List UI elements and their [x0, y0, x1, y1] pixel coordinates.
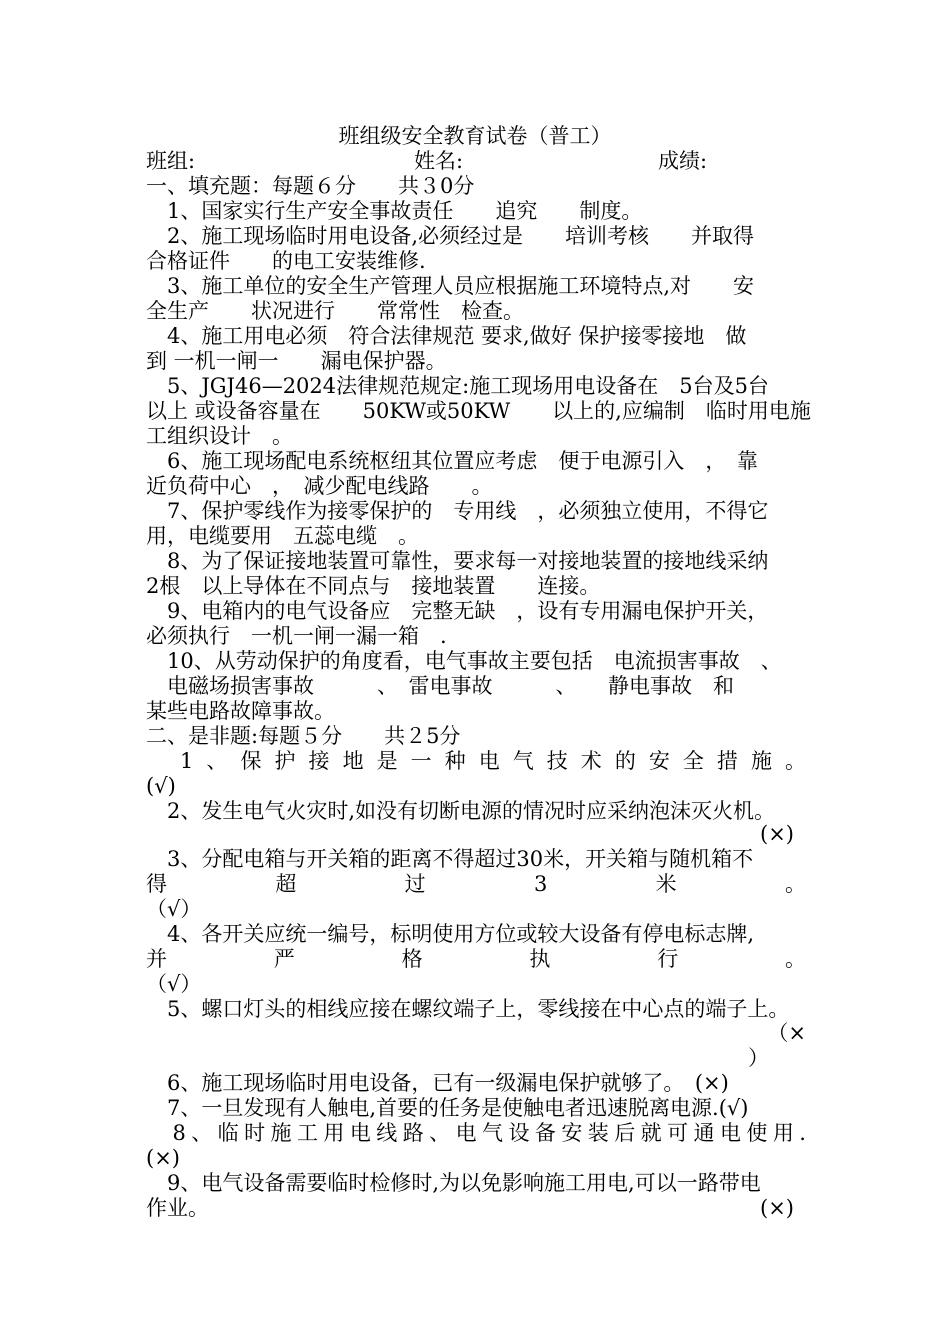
- q2-3a: 3、分配电箱与开关箱的距离不得超过30米，开关箱与随机箱不: [146, 847, 754, 871]
- q1-10c: 某些电路故障事故。: [146, 699, 335, 723]
- q2-5: 5、螺口灯头的相线应接在螺纹端子上，零线接在中心点的端子上。: [146, 997, 790, 1021]
- q2-7: 7、一旦发现有人触电,首要的任务是使触电者迅速脱离电源.(√): [146, 1096, 749, 1120]
- q2-4-answer: （√）: [146, 972, 202, 996]
- q1-6b: 近负荷中心 ， 减少配电线路 。: [146, 474, 493, 498]
- header-row: [146, 149, 806, 174]
- q2-6: 6、施工现场临时用电设备，已有一级漏电保护就够了。 (×): [146, 1071, 729, 1095]
- q1-7b: 用，电缆要用 五蕊电缆 。: [146, 524, 419, 548]
- q2-1: 1、保护接地是一种电气技术的安全措施。: [146, 749, 806, 773]
- q1-10b: 电磁场损害事故 、 雷电事故 、 静电事故 和: [146, 674, 734, 698]
- q2-2-answer: (×): [760, 822, 794, 846]
- q1-5c: 工组织设计 。: [146, 424, 293, 448]
- q1-5b: 以上 或设备容量在 50KW或50KW 以上的,应编制 临时用电施: [146, 399, 811, 423]
- q2-2: 2、发生电气火灾时,如没有切断电源的情况时应采纳泡沫灭火机。: [146, 799, 776, 823]
- q1-3a: 3、施工单位的安全生产管理人员应根据施工环境特点,对 安: [146, 274, 755, 298]
- q2-3-answer: （√）: [146, 897, 202, 921]
- q1-10a: 10、从劳动保护的角度看，电气事故主要包括 电流损害事故 、: [146, 649, 782, 673]
- q1-4b: 到 一机一闸一 漏电保护器。: [146, 349, 447, 373]
- q2-4a: 4、各开关应统一编号，标明使用方位或较大设备有停电标志牌,: [146, 922, 755, 946]
- q2-9a: 9、电气设备需要临时检修时,为以免影响施工用电,可以一路带电: [146, 1171, 761, 1195]
- q1-2a: 2、施工现场临时用电设备,必须经过是 培训考核 并取得: [146, 224, 755, 248]
- score-label: 成绩:: [658, 149, 708, 173]
- q2-9-answer: (×): [760, 1196, 794, 1220]
- q1-4a: 4、施工用电必须 符合法律规范 要求,做好 保护接零接地 做: [146, 324, 747, 348]
- q1-3b: 全生产 状况进行 常常性 检查。: [146, 299, 524, 323]
- q2-4b: 并 严 格 执 行 。: [146, 947, 806, 971]
- q2-1-answer: (√): [146, 774, 176, 798]
- q1-9b: 必须执行 一机一闸一漏一箱 .: [146, 624, 447, 648]
- page-title: 班组级安全教育试卷（普工）: [338, 124, 612, 148]
- name-label: 姓名:: [414, 149, 464, 173]
- class-label: 班组:: [146, 149, 196, 173]
- q2-8-answer: (×): [146, 1146, 180, 1170]
- q1-1: 1、国家实行生产安全事故责任 追究 制度。: [146, 199, 643, 223]
- q2-5-answer-close: ）: [748, 1046, 769, 1070]
- q1-8b: 2根 以上导体在不同点与 接地装置 连接。: [146, 574, 601, 598]
- q2-3b: 得 超 过 3 米 。: [146, 872, 806, 896]
- section2-heading: 二、是非题:每题５分 共２5分: [146, 724, 461, 748]
- q2-9b: 作业。: [146, 1196, 209, 1220]
- q1-2b: 合格证件 的电工安装维修.: [146, 249, 426, 273]
- q2-5-answer-open: （×: [767, 1021, 806, 1045]
- q1-5a: 5、JGJ46—2024法律规范规定:施工现场用电设备在 5台及5台: [146, 374, 769, 398]
- q1-8a: 8、为了保证接地装置可靠性，要求每一对接地装置的接地线采纳: [146, 549, 769, 573]
- q1-6a: 6、施工现场配电系统枢纽其位置应考虑 便于电源引入 ， 靠: [146, 449, 758, 473]
- q1-9a: 9、电箱内的电气设备应 完整无缺 ，设有专用漏电保护开关，: [146, 599, 769, 623]
- section1-heading: 一、填充题：每题６分 共３0分: [146, 174, 475, 198]
- q1-7a: 7、保护零线作为接零保护的 专用线 ，必须独立使用，不得它: [146, 499, 769, 523]
- q2-8: 8、临时施工用电线路、电气设备安装后就可通电使用.: [146, 1121, 806, 1145]
